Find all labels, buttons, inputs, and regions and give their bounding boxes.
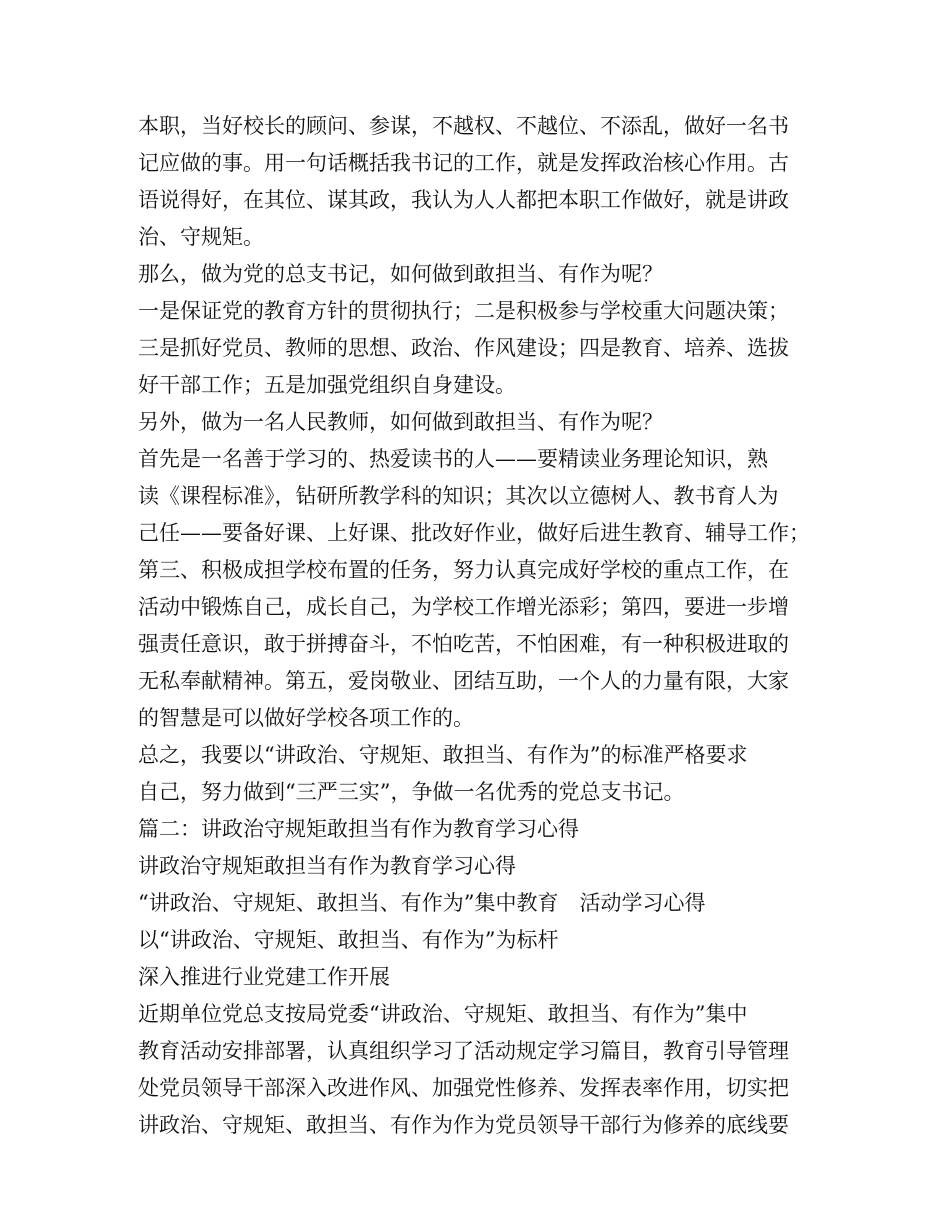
text-line: 的智慧是可以做好学校各项工作的。 bbox=[138, 706, 474, 730]
text-line: 三是抓好党员、教师的思想、政治、作风建设；四是教育、培养、选拔 bbox=[138, 336, 789, 360]
text-line: 教育活动安排部署，认真组织学习了活动规定学习篇目，教育引导管理 bbox=[138, 1039, 789, 1063]
document-body bbox=[138, 108, 828, 1144]
text-line: 一是保证党的教育方针的贯彻执行；二是积极参与学校重大问题决策； bbox=[138, 299, 789, 323]
section-heading: 篇二：讲政治守规矩敢担当有作为教育学习心得 bbox=[138, 817, 579, 841]
text-line: 近期单位党总支按局党委“讲政治、守规矩、敢担当、有作为”集中 bbox=[138, 1002, 748, 1026]
text-line: 那么，做为党的总支书记，如何做到敢担当、有作为呢？ bbox=[138, 262, 663, 286]
text-line: 另外，做为一名人民教师，如何做到敢担当、有作为呢？ bbox=[138, 410, 663, 434]
text-line: 语说得好，在其位、谋其政，我认为人人都把本职工作做好，就是讲政 bbox=[138, 188, 789, 212]
text-line: 读《课程标准》，钻研所教学科的知识；其次以立德树人、教书育人为 bbox=[138, 484, 779, 508]
text-line: 以“讲政治、守规矩、敢担当、有作为”为标杆 bbox=[138, 928, 559, 952]
text-line: 好干部工作；五是加强党组织自身建设。 bbox=[138, 373, 516, 397]
text-line: 首先是一名善于学习的、热爱读书的人——要精读业务理论知识，熟 bbox=[138, 447, 768, 471]
text-line: 总之，我要以“讲政治、守规矩、敢担当、有作为”的标准严格要求 bbox=[138, 743, 748, 767]
text-line: 本职，当好校长的顾问、参谋，不越权、不越位、不添乱，做好一名书 bbox=[138, 114, 789, 138]
text-line: 无私奉献精神。第五，爱岗敬业、团结互助，一个人的力量有限，大家 bbox=[138, 669, 789, 693]
text-line: 强责任意识，敢于拼搏奋斗，不怕吃苦，不怕困难，有一种积极进取的 bbox=[138, 632, 789, 656]
text-line: 讲政治、守规矩、敢担当、有作为作为党员领导干部行为修养的底线要 bbox=[138, 1113, 789, 1137]
text-line: 活动中锻炼自己，成长自己，为学校工作增光添彩；第四，要进一步增 bbox=[138, 595, 789, 619]
text-line: 治、守规矩。 bbox=[138, 225, 264, 249]
text-line: “讲政治、守规矩、敢担当、有作为”集中教育 活动学习心得 bbox=[138, 891, 706, 915]
text-line: 己任——要备好课、上好课、批改好作业，做好后进生教育、辅导工作； bbox=[138, 521, 810, 545]
text-line: 处党员领导干部深入改进作风、加强党性修养、发挥表率作用，切实把 bbox=[138, 1076, 789, 1100]
text-line: 自己，努力做到“三严三实”，争做一名优秀的党总支书记。 bbox=[138, 780, 685, 804]
text-line: 深入推进行业党建工作开展 bbox=[138, 965, 390, 989]
text-line: 讲政治守规矩敢担当有作为教育学习心得 bbox=[138, 854, 516, 878]
text-line: 记应做的事。用一句话概括我书记的工作，就是发挥政治核心作用。古 bbox=[138, 151, 789, 175]
text-line: 第三、积极成担学校布置的任务，努力认真完成好学校的重点工作，在 bbox=[138, 558, 789, 582]
